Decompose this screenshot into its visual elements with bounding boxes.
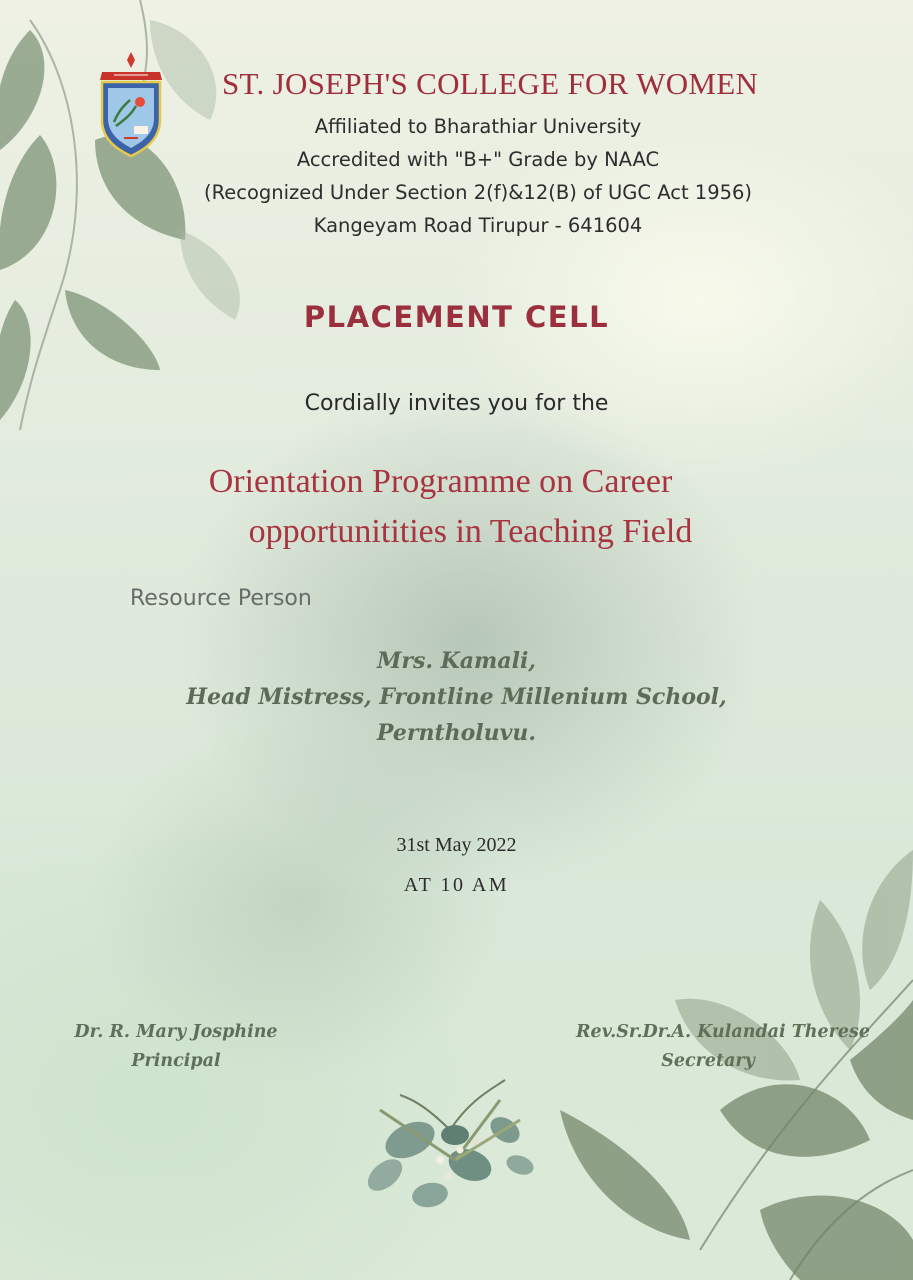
event-time: AT 10 AM xyxy=(403,874,510,896)
resource-person-name: Mrs. Kamali, xyxy=(377,648,536,674)
resource-person-designation: Head Mistress, Frontline Millenium School, xyxy=(186,684,727,710)
event-title-line-1: Orientation Programme on Career xyxy=(208,463,673,500)
invite-text: Cordially invites you for the xyxy=(304,391,609,416)
signatory-secretary-role: Secretary xyxy=(661,1051,755,1071)
event-date: 31st May 2022 xyxy=(396,834,517,856)
signatory-principal-name: Dr. R. Mary Josphine xyxy=(74,1022,278,1042)
leaf-top-left-2 xyxy=(0,135,56,270)
placement-cell-title: PLACEMENT CELL xyxy=(303,300,610,334)
signatory-secretary-name: Rev.Sr.Dr.A. Kulandai Therese xyxy=(576,1022,870,1042)
college-name: ST. JOSEPH'S COLLEGE FOR WOMEN xyxy=(222,66,759,101)
event-title-line-2: opportunitities in Teaching Field xyxy=(248,513,693,550)
address-line-location: Kangeyam Road Tirupur - 641604 xyxy=(313,214,643,237)
resource-person-label: Resource Person xyxy=(130,586,312,611)
college-crest-logo xyxy=(94,50,168,158)
leaf-top-left-1 xyxy=(0,30,44,150)
address-line-accreditation: Accredited with "B+" Grade by NAAC xyxy=(296,148,660,171)
signatory-principal-role: Principal xyxy=(131,1051,221,1071)
leaf-bottom-right-2 xyxy=(560,1110,690,1240)
leaf-bottom-right-1 xyxy=(720,1084,870,1157)
resource-person-place: Perntholuvu. xyxy=(376,720,537,746)
leaf-bottom-right-3 xyxy=(760,1196,913,1280)
address-line-recognition: (Recognized Under Section 2(f)&12(B) of UGC Act 1956) xyxy=(203,181,753,204)
address-line-affiliation: Affiliated to Bharathiar University xyxy=(314,115,642,138)
bouquet-decoration xyxy=(362,1080,536,1210)
